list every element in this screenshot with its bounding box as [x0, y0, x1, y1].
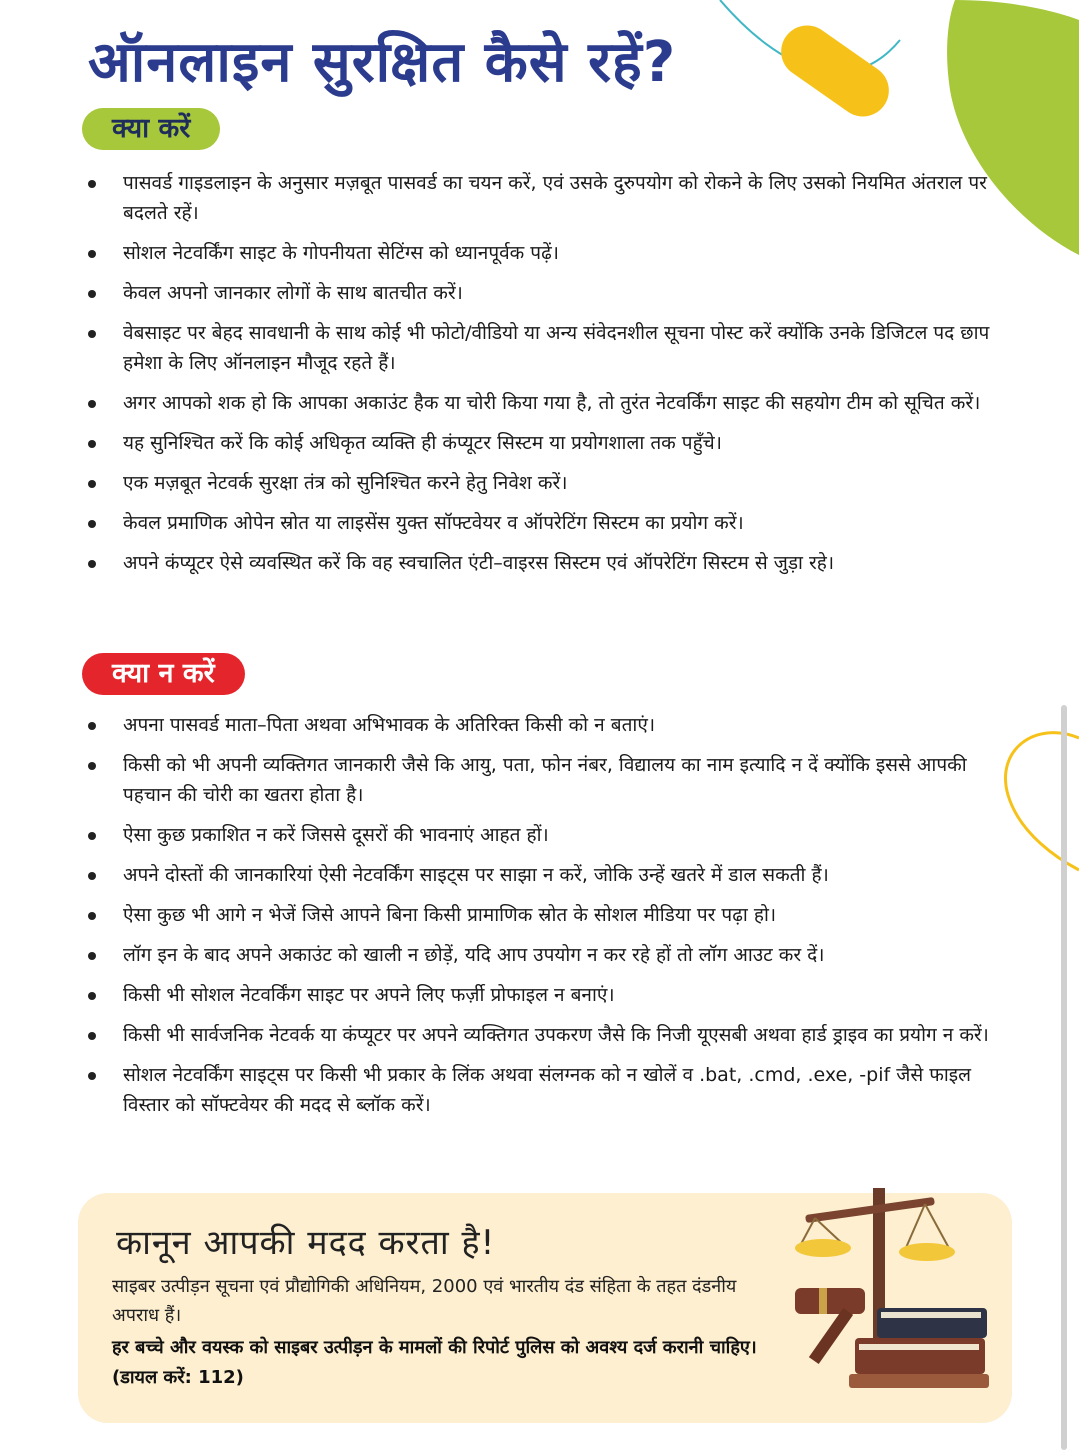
list-item-text: अपना पासवर्ड माता–पिता अथवा अभिभावक के अतिरिक्त किसी को न बताएं। — [123, 714, 656, 736]
list-item — [88, 548, 1008, 578]
bullet-icon — [88, 330, 96, 338]
list-item-text: यह सुनिश्चित करें कि कोई अधिकृत व्यक्ति ही कंप्यूटर सिस्टम या प्रयोगशाला तक पहुँचे। — [123, 432, 722, 454]
list-item — [88, 508, 1008, 538]
dont-list — [88, 710, 1008, 1130]
list-item-text: पासवर्ड गाइडलाइन के अनुसार मज़बूत पासवर्ड का चयन करें, एवं उसके दुरुपयोग को रोकने के लिए उसको नियमित अंतराल पर बदलते रहें। — [123, 172, 987, 224]
list-item-text: सोशल नेटवर्किंग साइट के गोपनीयता सेटिंग्स को ध्यानपूर्वक पढ़ें। — [123, 242, 559, 264]
list-item-text: किसी भी सोशल नेटवर्किंग साइट पर अपने लिए फर्ज़ी प्रोफाइल न बनाएं। — [123, 984, 615, 1006]
bullet-icon — [88, 952, 96, 960]
do-list — [88, 168, 1008, 588]
scales-of-justice-icon — [785, 1188, 1005, 1398]
gavel-icon — [795, 1288, 865, 1364]
list-item-text: ऐसा कुछ भी आगे न भेजें जिसे आपने बिना किसी प्रामाणिक स्रोत के सोशल मीडिया पर पढ़ा हो। — [123, 904, 777, 926]
list-item — [88, 278, 1008, 308]
scrollbar[interactable] — [1061, 705, 1067, 1450]
bullet-icon — [88, 250, 96, 258]
bullet-icon — [88, 440, 96, 448]
list-item-text: सोशल नेटवर्किंग साइट्स पर किसी भी प्रकार के लिंक अथवा संलग्नक को न खोलें व .bat, .cmd, .exe, -pif जैसे फाइल विस्तार को सॉफ्टवेयर की मदद से ब्लॉक करें। — [123, 1064, 971, 1116]
list-item — [88, 168, 1008, 228]
bullet-icon — [88, 912, 96, 920]
bullet-icon — [88, 400, 96, 408]
bullet-icon — [88, 832, 96, 840]
bullet-icon — [88, 992, 96, 1000]
list-item-text: केवल प्रमाणिक ओपेन स्रोत या लाइसेंस युक्त सॉफ्टवेयर व ऑपरेटिंग सिस्टम का प्रयोग करें। — [123, 512, 744, 534]
list-item — [88, 468, 1008, 498]
list-item — [88, 860, 1008, 890]
scale-pan-right — [899, 1243, 955, 1261]
list-item-text: किसी को भी अपनी व्यक्तिगत जानकारी जैसे कि आयु, पता, फोन नंबर, विद्यालय का नाम इत्यादि न दें क्योंकि इससे आपकी पहचान की चोरी का खतरा होता है। — [123, 754, 967, 806]
law-box-callout: हर बच्चे और वयस्क को साइबर उत्पीड़न के मामलों की रिपोर्ट पुलिस को अवश्य दर्ज करानी चाहिए। (डायल करें: 112) — [112, 1337, 757, 1388]
list-item-text: एक मज़बूत नेटवर्क सुरक्षा तंत्र को सुनिश्चित करने हेतु निवेश करें। — [123, 472, 568, 494]
list-item-text: किसी भी सार्वजनिक नेटवर्क या कंप्यूटर पर अपने व्यक्तिगत उपकरण जैसे कि निजी यूएसबी अथवा हार्ड ड्राइव का प्रयोग न करें। — [123, 1024, 989, 1046]
page-title: ऑनलाइन सुरक्षित कैसे रहें? — [88, 30, 677, 95]
list-item-text: केवल अपनो जानकार लोगों के साथ बातचीत करें। — [123, 282, 463, 304]
list-item-text: ऐसा कुछ प्रकाशित न करें जिससे दूसरों की भावनाएं आहत हों। — [123, 824, 549, 846]
bullet-icon — [88, 872, 96, 880]
list-item-text: लॉग इन के बाद अपने अकाउंट को खाली न छोड़ें, यदि आप उपयोग न कर रहे हों तो लॉग आउट कर दें। — [123, 944, 825, 966]
bullet-icon — [88, 520, 96, 528]
list-item — [88, 318, 1008, 378]
list-item — [88, 980, 1008, 1010]
law-box-title: कानून आपकी मदद करता है! — [116, 1223, 496, 1263]
law-books-icon — [849, 1308, 989, 1388]
list-item — [88, 900, 1008, 930]
list-item — [88, 710, 1008, 740]
bullet-icon — [88, 180, 96, 188]
list-item — [88, 238, 1008, 268]
list-item — [88, 388, 1008, 418]
list-item-text: अपने कंप्यूटर ऐसे व्यवस्थित करें कि वह स्वचालित एंटी–वाइरस सिस्टम एवं ऑपरेटिंग सिस्टम से जुड़ा रहे। — [123, 552, 835, 574]
law-box-text: साइबर उत्पीड़न सूचना एवं प्रौद्योगिकी अधिनियम, 2000 एवं भारतीय दंड संहिता के तहत दंडनीय अपराध हैं। — [112, 1276, 737, 1326]
list-item-text: अगर आपको शक हो कि आपका अकाउंट हैक या चोरी किया गया है, तो तुरंत नेटवर्किंग साइट की सहयोग टीम को सूचित करें। — [123, 392, 981, 414]
list-item — [88, 940, 1008, 970]
list-item-text: अपने दोस्तों की जानकारियां ऐसी नेटवर्किंग साइट्स पर साझा न करें, जोकि उन्हें खतरे में डाल सकती हैं। — [123, 864, 829, 886]
bullet-icon — [88, 1032, 96, 1040]
bullet-icon — [88, 722, 96, 730]
list-item — [88, 1020, 1008, 1050]
list-item — [88, 820, 1008, 850]
list-item — [88, 750, 1008, 810]
scale-pan-left — [795, 1239, 851, 1257]
bullet-icon — [88, 762, 96, 770]
bullet-icon — [88, 1072, 96, 1080]
dont-section-heading: क्या न करें — [82, 653, 245, 695]
bullet-icon — [88, 560, 96, 568]
list-item — [88, 428, 1008, 458]
list-item-text: वेबसाइट पर बेहद सावधानी के साथ कोई भी फोटो/वीडियो या अन्य संवेदनशील सूचना पोस्ट करें क्योंकि उनके डिजिटल पद छाप हमेशा के लिए ऑनलाइन मौजूद रहते हैं। — [123, 322, 990, 374]
scale-beam — [805, 1197, 935, 1223]
bullet-icon — [88, 290, 96, 298]
list-item — [88, 1060, 1008, 1120]
do-section-heading: क्या करें — [82, 108, 220, 150]
bullet-icon — [88, 480, 96, 488]
